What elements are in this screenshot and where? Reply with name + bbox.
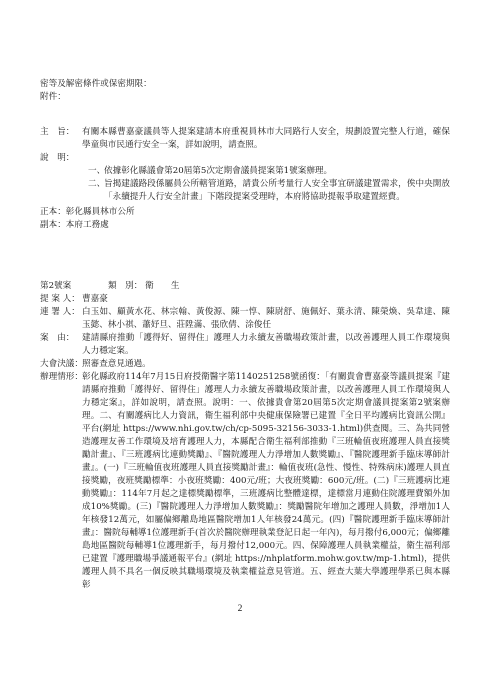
case-header bbox=[40, 280, 450, 293]
category-value: 衛 生 bbox=[145, 281, 180, 291]
page-number: 2 bbox=[237, 604, 243, 614]
proposer-label: 提 案 人： bbox=[40, 294, 80, 304]
item-text: 依據彰化縣議會第20屆第5次定期會議員提案第1號案辦理。 bbox=[104, 166, 333, 176]
review-row bbox=[40, 358, 450, 371]
case-number: 第2號案 bbox=[40, 281, 72, 291]
status-label: 辦理情形： bbox=[40, 372, 83, 382]
status-row bbox=[40, 371, 450, 592]
cosigners-row bbox=[40, 306, 450, 332]
case-row bbox=[40, 332, 450, 358]
explanation-label: 說 明： bbox=[40, 153, 75, 163]
attachment-line: 附件： bbox=[40, 92, 66, 102]
copy-line: 副本：本府工務處 bbox=[40, 220, 109, 230]
item-number: 一、 bbox=[88, 166, 106, 176]
status-text: 彰化縣政府114年7月15日府授衛醫字第1140251258號函復：「有關貴會曹嘉豪等議員提案『建請縣府推動「護得好、留得住」護理人力永續友善職場政策計畫，以改善護理人員工作環境與人力穩定案』，詳如說明，請查照。說明：一、依據貴會第20屆第5次定期會議員提案第2號案辦理。二、有關護病比人力資訊，衛生福利部中央健康保險署已建置『全日平均護病比資訊公開』平台(網址 https://www.nhi.gov.tw/ch/cp-5095-32156-3033-1.html)供查閱。三、為共同營造護理友善工作環境及培育護理人力，本縣配合衛生福利部推動『三班輪值夜班護理人員直接獎勵計畫』、『三班護病比連動獎勵』、『醫院護理人力淨增加人數獎勵』、『醫院護理新手臨床導師計畫』。(一)『三班輪值夜班護理人員直接獎勵計畫』：輪值夜班(急性、慢性、特殊病床)護理人員直接獎勵，夜班獎勵標準：小夜班獎勵：400元/班；大夜班獎勵：600元/班。(二)『三班護病比連動獎勵』：114年7月起之達標獎勵標準，三班護病比整體達標，達標當月連動住院護理費額外加成10%獎勵。(三)『醫院護理人力淨增加人數獎勵』：獎勵醫院年增加之護理人員數，淨增加1人年核發12萬元，如屬偏鄉離島地區醫院增加1人年核發24萬元。(四)『醫院護理新手臨床導師計畫』：醫院每輔導1位護理新手(首次於醫院辦理執業登記日起一年內)，每月撥付6,000元；偏鄉離島地區醫院每輔導1位護理新手，每月撥付12,000元。四、保障護理人員執業權益，衛生福利部已建置『護理職場爭議通報平台』(網址 https://nhplatform.mohw.gov.tw/mp-1.html)，提供護理人員不具名一個反映其職場環境及執業權益意見管道。五、經查大葉大學護理學系已與本縣彰 bbox=[82, 372, 450, 590]
case-text: 建請縣府推動「護得好、留得住」護理人力永續友善職場政策計畫，以改善護理人員工作環境與人力穩定案。 bbox=[82, 333, 450, 356]
item-number: 二、 bbox=[88, 179, 106, 189]
subject-text: 有關本縣曹嘉豪議員等人提案建請本府重視員林市大同路行人安全，規劃設置完整人行道，確保學童與市民通行安全一案，詳如說明，請查照。 bbox=[82, 127, 450, 150]
explanation-item bbox=[40, 165, 450, 178]
proposer-name: 曹嘉豪 bbox=[82, 294, 108, 304]
proposer-row bbox=[40, 293, 450, 306]
review-text: 照審查意見通過。 bbox=[82, 359, 151, 369]
letter-body bbox=[40, 126, 450, 232]
case-label: 案 由： bbox=[40, 333, 75, 343]
document-header bbox=[40, 78, 450, 104]
item-text: 旨揭建議路段係屬員公所轄管道路，請貴公所考量行人安全事宜研議建置需求，俟中央開放「永續提升人行安全計畫」下階段提案受理時，本府將協助提報爭取建置經費。 bbox=[104, 179, 450, 202]
cc-line: 正本：彰化縣員林市公所 bbox=[40, 207, 135, 217]
subject-row bbox=[40, 126, 450, 152]
category-label: 類 別： bbox=[107, 281, 143, 291]
explanation-row bbox=[40, 152, 450, 165]
confidential-line: 密等及解密條件或保密期限： bbox=[40, 79, 152, 89]
cosigners-label: 連 署 人： bbox=[40, 307, 80, 317]
proposal-section bbox=[40, 280, 450, 592]
explanation-item bbox=[40, 178, 450, 204]
cosigners-list: 白玉如、顧黃水花、林宗翰、黃俊源、陳一惇、陳尉舒、施佩好、葉永清、陳榮煥、吳韋達、陳玉懿、林小祺、蕭妤旦、莊陞滿、張欣倩、涂俊任 bbox=[82, 307, 450, 330]
subject-label: 主 旨： bbox=[40, 127, 75, 137]
review-label: 大會決議： bbox=[40, 359, 83, 369]
